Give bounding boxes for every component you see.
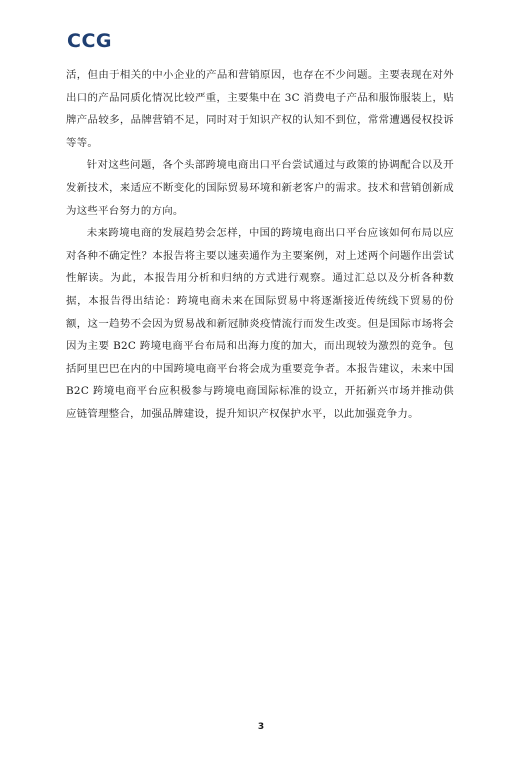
ccg-logo: CCG — [67, 30, 112, 52]
paragraph-future-trends: 未来跨境电商的发展趋势会怎样，中国的跨境电商出口平台应该如何布局以应对各种不确定性？本报告将主要以速卖通作为主要案例，对上述两个问题作出尝试性解读。为此，本报告用分析和归纳的方式进行观察。通过汇总以及分析各种数据，本报告得出结论：跨境电商未来在国际贸易中将逐渐接近传统线下贸易的份额，这一趋势不会因为贸易战和新冠肺炎疫情流行而发生改变。但是国际市场将会因为主要 B2C 跨境电商平台布局和出海力度的加大，而出现较为激烈的竞争。包括阿里巴巴在内的中国跨境电商平台将会成为重要竞争者。本报告建议，未来中国 B2C 跨境电商平台应积极参与跨境电商国际标准的设立，开拓新兴市场并推动供应链管理整合，加强品牌建设，提升知识产权保护水平，以此加强竞争力。 — [66, 227, 454, 420]
report-body — [66, 64, 454, 426]
page-number: 3 — [257, 722, 265, 732]
paragraph-platform-response: 针对这些问题，各个头部跨境电商出口平台尝试通过与政策的协调配合以及开发新技术，来适应不断变化的国际贸易环境和新老客户的需求。技术和营销创新成为这些平台努力的方向。 — [66, 159, 454, 217]
paragraph-continuation: 活，但由于相关的中小企业的产品和营销原因，也存在不少问题。主要表现在对外出口的产品同质化情况比较严重，主要集中在 3C 消费电子产品和服饰服装上，贴牌产品较多，品牌营销不足，同时对于知识产权的认知不到位，常常遭遇侵权投诉等等。 — [66, 69, 454, 149]
